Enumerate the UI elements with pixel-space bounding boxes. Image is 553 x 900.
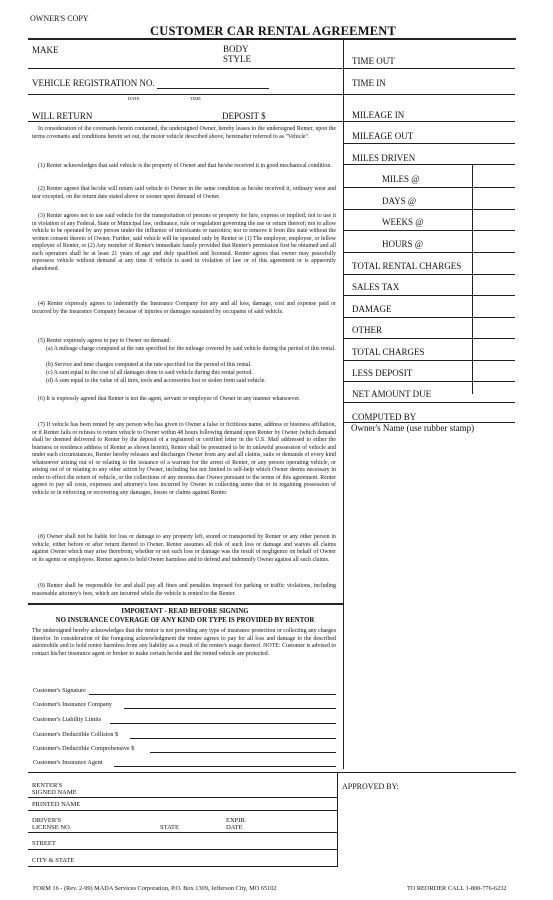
- insurance-agent-label: Customer's Insurance Agent: [33, 759, 103, 766]
- time-out-rule: [343, 68, 515, 69]
- terms-paragraph-2: (2) Renter agrees that he/she will return said vehicle to Owner in the same condition as he/she received it, ordinary wear and tear excepted, on the return date stated above or sooner upon demand of Owner.: [32, 186, 336, 200]
- net-amount-rule: [343, 402, 515, 403]
- sales-tax-label: SALES TAX: [352, 282, 400, 292]
- owners-name-label: Owner's Name (use rubber stamp): [351, 423, 475, 433]
- liability-limits-label: Customer's Liability Limits: [33, 716, 102, 723]
- miles-at-label: MILES @: [382, 174, 420, 184]
- damage-rule: [343, 317, 515, 318]
- terms-paragraph-5c: (c) A sum equal to the cost of all damages done to said vehicle during this rental period.: [46, 370, 253, 376]
- sales-tax-rule: [343, 295, 515, 296]
- reorder-footer: TO REORDER CALL 1-800-776-6232: [407, 885, 507, 892]
- bottom-column-divider: [337, 772, 338, 867]
- time-in-label: TIME IN: [352, 78, 386, 88]
- deductible-comprehensive-label: Customer's Deductible Comprehensive $: [33, 745, 135, 752]
- terms-paragraph-5: (5) Renter expressly agrees to pay to Owner on demand:: [38, 338, 171, 344]
- liability-limits-field[interactable]: [110, 723, 336, 724]
- city-state-field[interactable]: [28, 866, 337, 867]
- time-caption: TIME: [190, 96, 201, 101]
- printed-name-label: PRINTED NAME: [32, 801, 81, 808]
- terms-paragraph-5d: (d) A sum equal to the value of all tires, tools and accessories lost or stolen from said vehicle.: [46, 378, 266, 384]
- insurance-agent-field[interactable]: [114, 766, 336, 767]
- terms-paragraph-3: (3) Renter agrees not to use said vehicle for the transportation of persons or property for hire, express or implied; not to use it in violation of any Federal, State or Municipal law, ordinance, rule or regulation governing the use or return thereof; not to allow vehicle to be operated by any person under the influence of intoxicants or narcotics; nor to remove it from this state without the written consent thereto of Owner. Further, said vehicle will be operated only by Renter or (1) The employer, employee, or fellow employee of Renter, or (2) Any member of Renter's immediate family provided that Renter's permission first be obtained and all such operators shall be at least 21 years of age and duly qualified and licensed. Renter agrees that owner may peacefully repossess vehicle without demand at any time if vehicle is used in violation of law or of this agreement or is apparently abandoned.: [32, 213, 336, 272]
- column-divider: [343, 40, 344, 769]
- drivers-license-field[interactable]: [28, 832, 337, 833]
- printed-name-field[interactable]: [28, 810, 337, 811]
- time-in-rule: [343, 94, 515, 95]
- weeks-at-label: WEEKS @: [382, 217, 424, 227]
- renter-signed-name-label: RENTER'S SIGNED NAME: [32, 782, 77, 796]
- deductible-collision-label: Customer's Deductible Collision $: [33, 731, 119, 738]
- make-label: MAKE: [32, 45, 59, 55]
- important-top-rule: [28, 603, 343, 605]
- street-field[interactable]: [28, 849, 337, 850]
- form-footer: FORM 16 - (Rev. 2-99) MADA Services Corporation, P.O. Box 1309, Jefferson City, MO 65102: [33, 885, 277, 892]
- terms-paragraph-5a: (a) A mileage charge computed at the rate specified for the mileage covered by said vehicle during the period of this rental.: [46, 346, 336, 352]
- net-amount-due-label: NET AMOUNT DUE: [352, 389, 432, 399]
- miles-driven-label: MILES DRIVEN: [352, 153, 416, 163]
- terms-paragraph-9: (9) Renter shall be responsible for and shall pay all fines and penalties imposed for parking or traffic violations, including reasonable attorney's fees, which are incurred while the vehicle is rented to the Renter.: [32, 583, 336, 597]
- owners-copy-label: OWNER'S COPY: [30, 14, 89, 23]
- miles-driven-rule: [343, 164, 515, 165]
- deductible-collision-field[interactable]: [130, 738, 336, 739]
- terms-paragraph-5b: (b) Service and time charges computed at the rate specified for the period of this rental.: [46, 362, 252, 368]
- will-return-label: WILL RETURN: [32, 111, 93, 121]
- bottom-section-rule: [28, 772, 516, 773]
- customer-signature-field[interactable]: [89, 694, 336, 695]
- street-label: STREET: [32, 840, 56, 847]
- terms-intro: In consideration of the covenants herein contained, the undersigned Owner, hereby leases to the undersigned Renter, upon the terms covenants and conditions herein set out, the motor vehicle described above, hereinafter referred to as "Vehicle".: [32, 126, 336, 140]
- mileage-out-rule: [343, 143, 515, 144]
- deposit-label: DEPOSIT $: [222, 111, 266, 121]
- total-rental-rule: [343, 274, 515, 275]
- total-charges-label: TOTAL CHARGES: [352, 347, 425, 357]
- other-rule: [343, 338, 515, 339]
- insurance-disclaimer: The undersigned hereby acknowledges that the rentor is not providing any type of insurance protection or collecting any charges therefor. In consideration of the foregoing acknowledgment the rentee agrees to pay for all loss and damage to the described automobile and to hold rentor harmless from any liability as a result of the rentee's usage thereof. NOTE: Customer is advised to contact his/her insurance agent or broker to make certain he/she and the rented vehicle are protected.: [32, 628, 336, 657]
- days-at-label: DAYS @: [382, 196, 417, 206]
- miles-at-rule: [343, 187, 515, 188]
- expiration-date-label: EXPIR. DATE: [226, 817, 247, 831]
- terms-paragraph-7: (7) If vehicle has been rented by any person who has given to Owner a false or fictitious name, address or business affiliation, or if Renter fails or refuses to return vehicle to Owner within 48 hours following demand upon Renter by Owner (which demand shall be deemed delivered to Renter by the deposit of a registered or certified letter in the U.S. Mail addressed to either the business or residence address of Renter as shown herein), Renter shall be presumed to be in unlawful possession of vehicle and under such circumstances, Renter hereby releases and discharges Owner from any and all claims, suits or demands of every kind whatsoever arising out of or relating to the issuance of a warrant for the arrest of Renter, or any person operating vehicle, or arising out of or relating to any other action by Owner, including but not limited to self-help which Owner deems necessary in order to effect the return of vehicle, or the collections of any monies due Owner pursuant to the terms of this agreement. Renter agrees to pay all costs, expenses and attorney's fees incurred by Owner in collecting sums due or in regaining possession of vehicle or in enforcing or recovering any damages, losses or claims against Renter.: [32, 422, 336, 496]
- city-state-label: CITY & STATE: [32, 857, 75, 864]
- no-insurance-heading: NO INSURANCE COVERAGE OF ANY KIND OR TYPE IS PROVIDED BY RENTOR: [55, 617, 315, 624]
- customer-signature-label: Customer's Signature: [33, 687, 86, 694]
- computed-by-label: COMPUTED BY: [352, 412, 417, 422]
- less-deposit-rule: [343, 381, 515, 382]
- state-label: STATE: [160, 824, 179, 831]
- body-style-label: BODY STYLE: [223, 44, 251, 64]
- deductible-comprehensive-field[interactable]: [150, 752, 336, 753]
- terms-paragraph-6: (6) It is expressly agreed that Renter is not the agent, servant or employee of Owner in any manner whatsoever.: [38, 396, 301, 402]
- drivers-license-label: DRIVER'S LICENSE NO.: [32, 817, 72, 831]
- vehicle-registration-field[interactable]: [157, 88, 269, 89]
- mileage-in-label: MILEAGE IN: [352, 110, 405, 120]
- other-label: OTHER: [352, 325, 382, 335]
- mileage-in-rule: [343, 121, 515, 122]
- date-caption: DATE: [128, 96, 140, 101]
- weeks-at-rule: [343, 230, 515, 231]
- mileage-out-label: MILEAGE OUT: [352, 131, 414, 141]
- insurance-company-field[interactable]: [124, 708, 336, 709]
- terms-paragraph-1: (1) Renter acknowledges that said vehicle is the property of Owner and that he/she received it in good mechanical condition.: [38, 163, 332, 169]
- vehicle-registration-label: VEHICLE REGISTRATION NO.: [32, 78, 155, 88]
- hours-at-rule: [343, 252, 515, 253]
- damage-label: DAMAGE: [352, 304, 392, 314]
- days-at-rule: [343, 209, 515, 210]
- registration-row-rule: [28, 94, 343, 95]
- terms-paragraph-8: (8) Owner shall not be liable for loss or damage to any property left, stored or transported by Renter or any other person in vehicle, either before or after return thereof to Owner. Renter assumes all risk of such loss or damage and waives all claims against Owner which may arise therefrom, whether or not such loss or damage was the result of negligence on behalf of Owner or its agents or employees. Renter agrees to hold Owner harmless and to defend and indemnify Owner against all such claims.: [32, 534, 336, 563]
- title-rule: [28, 38, 516, 40]
- hours-at-label: HOURS @: [382, 239, 424, 249]
- important-heading: IMPORTANT - READ BEFORE SIGNING: [121, 608, 249, 615]
- page-title: CUSTOMER CAR RENTAL AGREEMENT: [150, 24, 396, 38]
- renter-signed-name-field[interactable]: [28, 797, 337, 798]
- insurance-company-label: Customer's Insurance Company: [33, 701, 112, 708]
- total-rental-charges-label: TOTAL RENTAL CHARGES: [352, 261, 462, 271]
- total-charges-rule: [343, 360, 515, 361]
- time-out-label: TIME OUT: [352, 56, 395, 66]
- less-deposit-label: LESS DEPOSIT: [352, 368, 413, 378]
- terms-paragraph-4: (4) Renter expressly agrees to indemnify the Insurance Company for any and all loss, damage, cost and expense paid or incurred by the Insurance Company because of injuries or damages sustained by occupants of said vehicle.: [32, 301, 336, 315]
- approved-by-label: APPROVED BY:: [342, 782, 399, 791]
- make-row-rule: [28, 68, 343, 69]
- will-return-rule: [28, 121, 343, 122]
